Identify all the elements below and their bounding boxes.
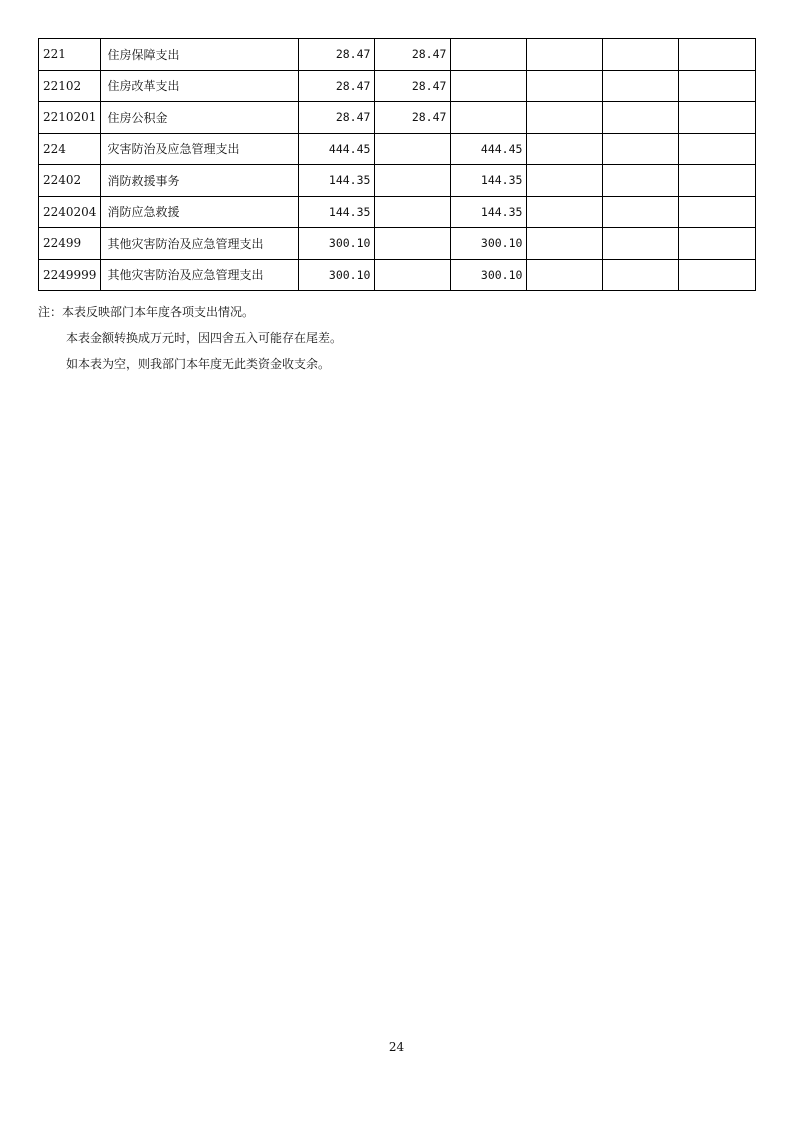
note-line-3: 如本表为空，则我部门本年度无此类资金收支余。 <box>66 357 331 371</box>
cell-col-6 <box>527 70 603 102</box>
note-line-2: 本表金额转换成万元时，因四舍五入可能存在尾差。 <box>66 331 343 345</box>
expenditure-table <box>38 38 756 291</box>
cell-col-7 <box>603 165 679 197</box>
cell-code: 2240204 <box>39 196 101 228</box>
cell-item-name: 其他灾害防治及应急管理支出 <box>101 228 299 260</box>
cell-col-6 <box>527 102 603 134</box>
cell-col-7 <box>603 70 679 102</box>
table-row <box>39 196 756 228</box>
cell-item-name: 住房公积金 <box>101 102 299 134</box>
page-number: 24 <box>388 1040 405 1054</box>
cell-col-7 <box>603 102 679 134</box>
cell-col-6 <box>527 165 603 197</box>
cell-code: 2249999 <box>39 259 101 291</box>
cell-col-7 <box>603 196 679 228</box>
cell-col-6 <box>527 39 603 71</box>
cell-item-name: 灾害防治及应急管理支出 <box>101 133 299 165</box>
cell-basic-expenditure <box>375 165 451 197</box>
note-line-1: 注：本表反映部门本年度各项支出情况。 <box>38 305 255 319</box>
cell-item-name: 住房改革支出 <box>101 70 299 102</box>
cell-basic-expenditure: 28.47 <box>375 70 451 102</box>
cell-col-7 <box>603 133 679 165</box>
cell-col-6 <box>527 133 603 165</box>
table-body <box>39 39 756 291</box>
cell-item-name: 消防应急救援 <box>101 196 299 228</box>
table-row <box>39 259 756 291</box>
cell-code: 22402 <box>39 165 101 197</box>
cell-col-7 <box>603 228 679 260</box>
cell-total: 444.45 <box>299 133 375 165</box>
cell-col-6 <box>527 228 603 260</box>
table-notes <box>38 299 342 377</box>
cell-basic-expenditure <box>375 259 451 291</box>
cell-total: 28.47 <box>299 102 375 134</box>
cell-code: 221 <box>39 39 101 71</box>
cell-basic-expenditure: 28.47 <box>375 39 451 71</box>
cell-col-8 <box>679 165 756 197</box>
cell-item-name: 其他灾害防治及应急管理支出 <box>101 259 299 291</box>
cell-col-8 <box>679 133 756 165</box>
cell-project-expenditure: 144.35 <box>451 196 527 228</box>
cell-total: 300.10 <box>299 228 375 260</box>
cell-col-7 <box>603 39 679 71</box>
cell-code: 2210201 <box>39 102 101 134</box>
table-row <box>39 165 756 197</box>
cell-col-8 <box>679 196 756 228</box>
table-row <box>39 39 756 71</box>
table-row <box>39 70 756 102</box>
cell-total: 28.47 <box>299 70 375 102</box>
table-row <box>39 228 756 260</box>
cell-col-8 <box>679 259 756 291</box>
cell-project-expenditure: 300.10 <box>451 259 527 291</box>
cell-code: 22102 <box>39 70 101 102</box>
cell-col-7 <box>603 259 679 291</box>
table-row <box>39 133 756 165</box>
cell-total: 144.35 <box>299 196 375 228</box>
cell-item-name: 消防救援事务 <box>101 165 299 197</box>
cell-code: 224 <box>39 133 101 165</box>
cell-project-expenditure <box>451 102 527 134</box>
cell-col-6 <box>527 259 603 291</box>
cell-code: 22499 <box>39 228 101 260</box>
cell-col-8 <box>679 228 756 260</box>
cell-col-8 <box>679 39 756 71</box>
cell-total: 144.35 <box>299 165 375 197</box>
table-row <box>39 102 756 134</box>
cell-item-name: 住房保障支出 <box>101 39 299 71</box>
cell-project-expenditure: 444.45 <box>451 133 527 165</box>
cell-project-expenditure <box>451 39 527 71</box>
cell-basic-expenditure <box>375 228 451 260</box>
cell-total: 300.10 <box>299 259 375 291</box>
cell-project-expenditure: 300.10 <box>451 228 527 260</box>
cell-basic-expenditure <box>375 196 451 228</box>
cell-col-8 <box>679 102 756 134</box>
cell-basic-expenditure <box>375 133 451 165</box>
cell-project-expenditure <box>451 70 527 102</box>
cell-col-8 <box>679 70 756 102</box>
cell-total: 28.47 <box>299 39 375 71</box>
cell-basic-expenditure: 28.47 <box>375 102 451 134</box>
cell-col-6 <box>527 196 603 228</box>
cell-project-expenditure: 144.35 <box>451 165 527 197</box>
